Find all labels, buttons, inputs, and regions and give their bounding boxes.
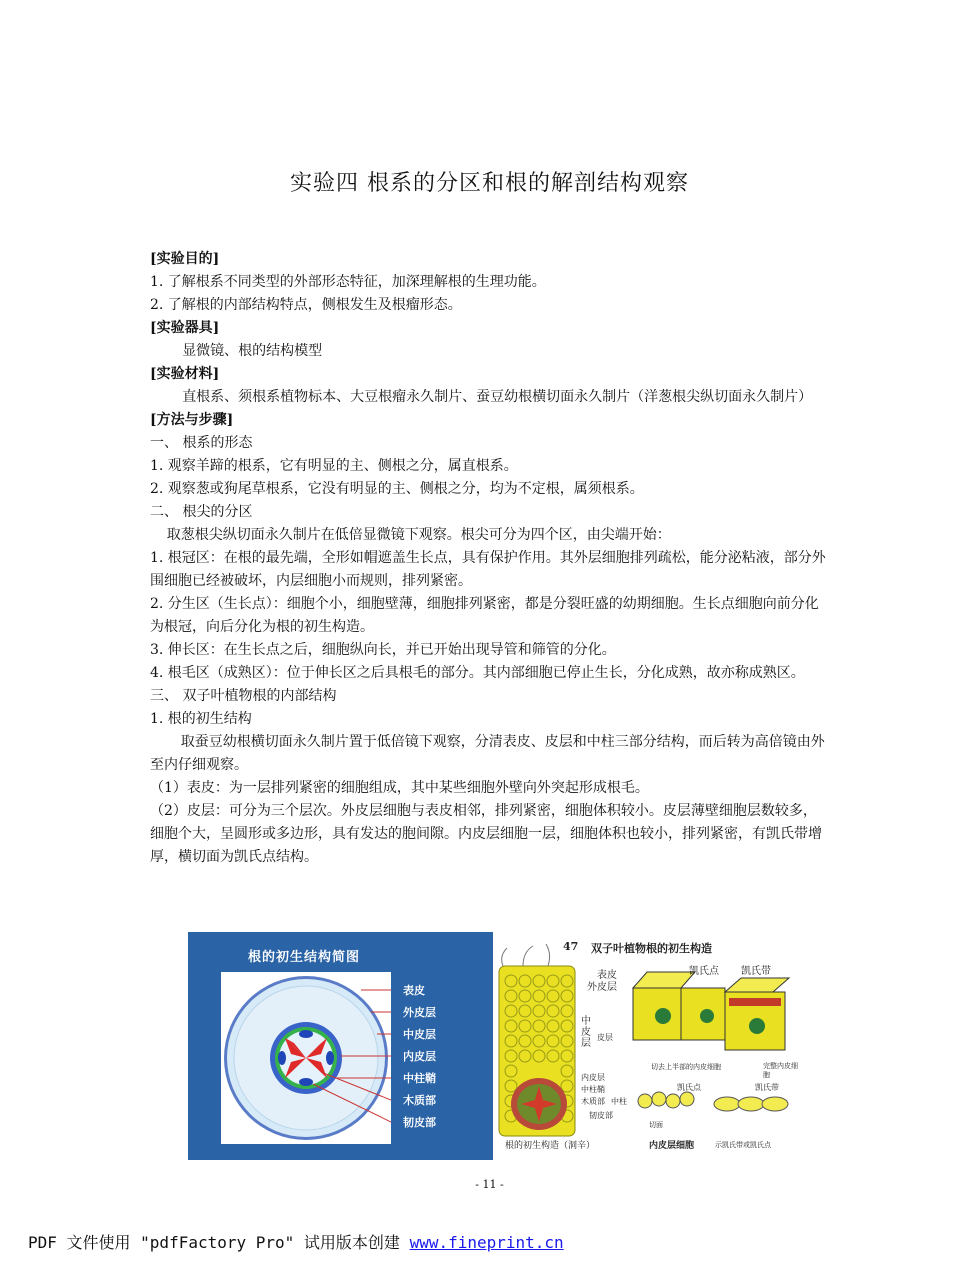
figure-title: 根的初生结构简图	[247, 950, 360, 965]
label-xylem: 木质部	[403, 1094, 436, 1107]
label-pericycle: 中柱鞘	[403, 1072, 436, 1085]
label-note-cut-cells: 切去上半部的内皮细胞	[651, 1063, 721, 1071]
paragraph: 取蚕豆幼根横切面永久制片置于低倍镜下观察，分清表皮、皮层和中柱三部分结构，而后转为高倍镜由外至内仔细观察。	[150, 734, 825, 773]
paragraph: （1）表皮：为一层排列紧密的细胞组成，其中某些细胞外壁向外突起形成根毛。	[150, 780, 649, 796]
pdf-footer	[28, 1230, 564, 1253]
label-cortex-small: 皮层	[597, 1033, 613, 1042]
figure-right-title: 双子叶植物根的初生构造	[591, 942, 712, 955]
label-casparian-dot-2: 凯氏点	[677, 1083, 701, 1092]
footer-text: PDF 文件使用 "pdfFactory Pro" 试用版本创建	[28, 1233, 410, 1252]
footer-link[interactable]: www.fineprint.cn	[409, 1233, 564, 1252]
root-cross-section-icon	[221, 972, 391, 1144]
document-body	[150, 248, 830, 869]
paragraph: 显微镜、根的结构模型	[182, 343, 323, 359]
label-epidermis: 表皮	[403, 984, 425, 997]
label-middle-cortex: 中皮层	[403, 1028, 436, 1041]
label-cortex-r: 中皮层	[581, 1016, 591, 1049]
label-endodermis: 内皮层	[403, 1050, 436, 1063]
caption-endodermis-cells: 内皮层细胞	[649, 1141, 695, 1151]
section-heading-purpose: [实验目的]	[150, 251, 220, 267]
paragraph: 1. 观察羊蹄的根系，它有明显的主、侧根之分，属直根系。	[150, 458, 518, 474]
paragraph: 2. 观察葱或狗尾草根系，它没有明显的主、侧根之分，均为不定根，属须根系。	[150, 481, 644, 497]
label-epidermis-r: 表皮	[597, 970, 617, 981]
subheading: 一、 根系的形态	[150, 435, 253, 451]
label-cross-section: 切面	[649, 1121, 663, 1129]
label-xylem-r: 木质部	[581, 1097, 605, 1106]
paragraph: 2. 了解根的内部结构特点，侧根发生及根瘤形态。	[150, 297, 462, 313]
subheading: 三、 双子叶植物根的内部结构	[150, 688, 337, 704]
section-heading-equipment: [实验器具]	[150, 320, 220, 336]
diagram-panel	[221, 972, 391, 1144]
label-note-intact-cells: 完整内皮细胞	[763, 1062, 798, 1079]
page-number: - 11 -	[475, 1178, 504, 1191]
label-phloem-r: 韧皮部	[589, 1111, 613, 1120]
section-heading-method: [方法与步骤]	[150, 412, 234, 428]
label-exodermis-r: 外皮层	[587, 982, 617, 993]
label-casparian-band-2: 凯氏带	[755, 1083, 779, 1092]
label-phloem: 韧皮部	[403, 1116, 436, 1129]
subheading: 二、 根尖的分区	[150, 504, 253, 520]
figure-root-structure-diagram	[188, 932, 493, 1160]
paragraph: 4. 根毛区（成熟区）：位于伸长区之后具根毛的部分。其内部细胞已停止生长，分化成熟，故亦称成熟区。	[150, 665, 805, 681]
label-casparian-band: 凯氏带	[741, 966, 771, 977]
paragraph: 直根系、须根系植物标本、大豆根瘤永久制片、蚕豆幼根横切面永久制片（洋葱根尖纵切面永久制片）	[182, 389, 813, 405]
label-casparian-dot: 凯氏点	[689, 966, 719, 977]
label-endodermis-r: 内皮层	[581, 1073, 605, 1082]
caption-casparian-note: 示凯氏带或凯氏点	[715, 1141, 771, 1149]
label-stele-r: 中柱	[611, 1097, 627, 1106]
paragraph: 3. 伸长区：在生长点之后，细胞纵向长，并已开始出现导管和筛管的分化。	[150, 642, 616, 658]
figure-dicot-root-illustration	[493, 936, 803, 1156]
paragraph: 1. 根冠区：在根的最先端，全形如帽遮盖生长点，具有保护作用。其外层细胞排列疏松，能分泌粘液，部分外围细胞已经被破坏，内层细胞小而规则，排列紧密。	[150, 550, 826, 589]
caption-root-structure: 根的初生构造（洞辛）	[505, 1141, 596, 1151]
paragraph: 1. 根的初生结构	[150, 711, 252, 727]
page-title: 实验四 根系的分区和根的解剖结构观察	[290, 171, 689, 196]
label-exodermis: 外皮层	[403, 1006, 436, 1019]
label-pericycle-r: 中柱鞘	[581, 1085, 605, 1094]
paragraph: 2. 分生区（生长点）：细胞个小，细胞壁薄，细胞排列紧密，都是分裂旺盛的幼期细胞。生长点细胞向前分化为根冠，向后分化为根的初生构造。	[150, 596, 819, 635]
paragraph: （2）皮层：可分为三个层次。外皮层细胞与表皮相邻，排列紧密，细胞体积较小。皮层薄壁细胞层数较多，细胞个大，呈圆形或多边形，具有发达的胞间隙。内皮层细胞一层，细胞体积也较小，排列紧密，有凯氏带增厚，横切面为凯氏点结构。	[150, 803, 822, 865]
paragraph: 取葱根尖纵切面永久制片在低倍显微镜下观察。根尖可分为四个区，由尖端开始：	[166, 527, 671, 543]
paragraph: 1. 了解根系不同类型的外部形态特征，加深理解根的生理功能。	[150, 274, 546, 290]
section-heading-material: [实验材料]	[150, 366, 220, 382]
figure-number: 47	[563, 940, 579, 953]
